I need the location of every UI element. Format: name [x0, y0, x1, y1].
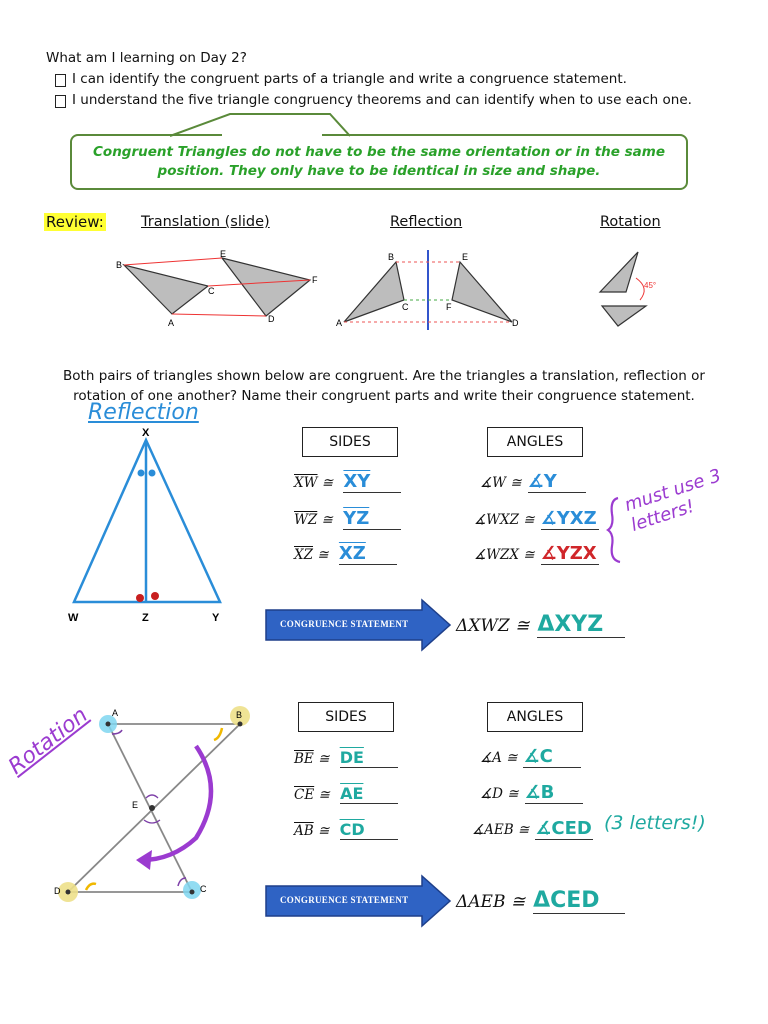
- review-label: Review:: [46, 213, 104, 231]
- bowtie-diagram: [50, 700, 260, 910]
- three-letters-note: must use 3 letters!: [622, 465, 724, 536]
- angle-row: ∡W ≅ ∡Y: [480, 471, 586, 493]
- rotation-handwritten-label: Rotation: [4, 702, 93, 780]
- point-label: A: [336, 318, 343, 328]
- callout-line: Congruent Triangles do not have to be the same orientation or in the same: [93, 144, 665, 160]
- angle-row: ∡AEB ≅ ∡CED: [472, 818, 592, 839]
- angle-answer: ∡YXZ: [540, 508, 597, 529]
- triangle-xwy-diagram: [62, 424, 242, 630]
- reflection-handwritten-label: Reflection: [88, 400, 199, 425]
- side-row: $\overline{WZ}$ ≅ $\overline{YZ}$: [294, 508, 401, 530]
- objectives-title: What am I learning on Day 2?: [46, 50, 247, 66]
- angle-answer: ∡YZX: [540, 543, 597, 564]
- point-label: C: [208, 286, 215, 296]
- side-answer: $\overline{DE}$: [339, 748, 364, 767]
- statement-answer: ΔXYZ: [537, 612, 604, 637]
- point-label: D: [268, 314, 275, 324]
- vertex-label: Y: [212, 612, 220, 624]
- angle-answer: ∡C: [523, 746, 553, 767]
- vertex-label: D: [54, 886, 61, 896]
- vertex-label: X: [142, 427, 150, 439]
- side-row: $\overline{XW}$ ≅ $\overline{XY}$: [294, 471, 401, 493]
- vertex-label: W: [68, 612, 79, 624]
- vertex-label: E: [132, 800, 139, 810]
- reflection-diagram: [336, 248, 526, 332]
- congruence-statement-label: CONGRUENCE STATEMENT: [280, 895, 409, 905]
- vertex-label: Z: [142, 612, 149, 624]
- statement-answer: ΔCED: [533, 888, 600, 913]
- point-label: C: [402, 302, 409, 312]
- angle-answer: ∡Y: [527, 471, 557, 492]
- point-label: F: [312, 275, 318, 285]
- rotation-diagram: [596, 248, 672, 330]
- checkbox-icon: [55, 95, 66, 108]
- congruence-statement: ΔXWZ ≅ ΔXYZ: [456, 612, 625, 638]
- angle-answer: ∡B: [524, 782, 555, 803]
- sides-header: SIDES: [302, 427, 398, 457]
- checkbox-icon: [55, 74, 66, 87]
- side-row: $\overline{CE}$ ≅ $\overline{AE}$: [294, 784, 398, 804]
- rotation-heading: Rotation: [600, 214, 661, 230]
- side-row: $\overline{BE}$ ≅ $\overline{DE}$: [294, 748, 398, 768]
- point-label: E: [220, 249, 227, 259]
- rotation-angle-label: 45°: [644, 281, 657, 290]
- side-row: $\overline{XZ}$ ≅ $\overline{XZ}$: [294, 543, 397, 565]
- angles-header: ANGLES: [487, 427, 583, 457]
- congruent-triangles-callout: [70, 134, 688, 190]
- angles-header: ANGLES: [487, 702, 583, 732]
- side-answer: $\overline{XZ}$: [338, 543, 366, 564]
- angle-row: ∡D ≅ ∡B: [480, 782, 583, 804]
- point-label: B: [388, 252, 395, 262]
- angle-row: ∡A ≅ ∡C: [480, 746, 581, 768]
- objectives: [46, 48, 692, 111]
- instructions-line: rotation of one another? Name their congruent parts and write their congruence statement.: [73, 388, 695, 404]
- side-answer: $\overline{XY}$: [343, 471, 371, 492]
- three-letters-note: (3 letters!): [604, 812, 706, 834]
- translation-heading: Translation (slide): [141, 214, 270, 230]
- side-answer: $\overline{CD}$: [339, 820, 365, 839]
- translation-diagram: [110, 248, 330, 330]
- point-label: F: [446, 302, 452, 312]
- vertex-label: B: [236, 710, 243, 720]
- angle-answer: ∡CED: [535, 818, 592, 839]
- point-label: E: [462, 252, 469, 262]
- point-label: B: [116, 260, 123, 270]
- point-label: D: [512, 318, 519, 328]
- sides-header: SIDES: [298, 702, 394, 732]
- vertex-label: C: [200, 884, 207, 894]
- point-label: A: [168, 318, 175, 328]
- side-answer: $\overline{AE}$: [340, 784, 364, 803]
- objective-item: I understand the five triangle congruency theorems and can identify when to use each one.: [46, 90, 692, 111]
- congruence-statement: ΔAEB ≅ ΔCED: [456, 888, 625, 914]
- congruence-statement-label: CONGRUENCE STATEMENT: [280, 619, 409, 629]
- reflection-heading: Reflection: [390, 214, 463, 230]
- side-row: $\overline{AB}$ ≅ $\overline{CD}$: [294, 820, 398, 840]
- instructions-line: Both pairs of triangles shown below are congruent. Are the triangles a translation, reflection or: [63, 368, 705, 384]
- vertex-label: A: [112, 708, 119, 718]
- angle-row: ∡WZX ≅ ∡YZX: [474, 543, 597, 564]
- objective-item: I can identify the congruent parts of a triangle and write a congruence statement.: [46, 69, 692, 90]
- callout-line: position. They only have to be identical in size and shape.: [157, 163, 601, 179]
- brace-mark: [606, 496, 626, 564]
- side-answer: $\overline{YZ}$: [343, 508, 370, 529]
- angle-row: ∡WXZ ≅ ∡YXZ: [474, 508, 597, 529]
